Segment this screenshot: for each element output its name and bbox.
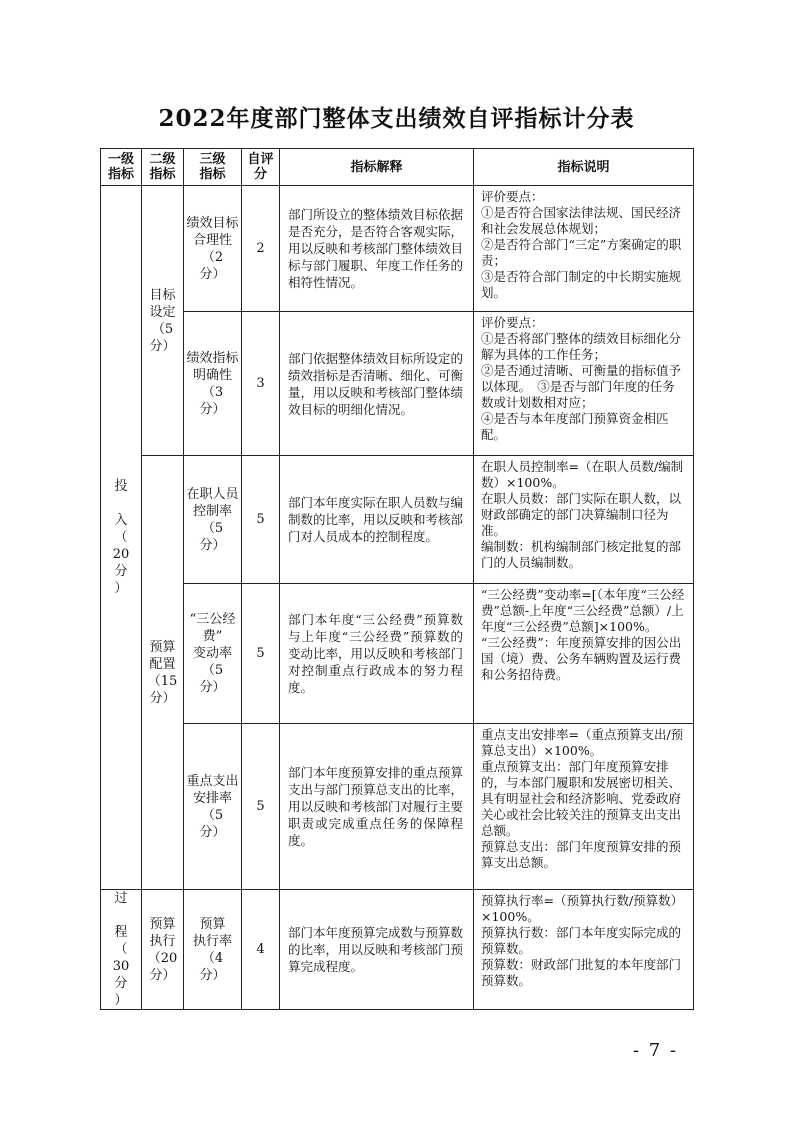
indicator-explanation: 部门本年度“三公经费”预算数与上年度“三公经费”预算数的变动比率，用以反映和考核部门对控制重点行政成本的努力程度。 xyxy=(280,584,474,724)
table-row xyxy=(101,312,694,456)
indicator-explanation: 部门本年度预算安排的重点预算支出与部门预算总支出的比率，用以反映和考核部门对履行主要职责或完成重点任务的保障程度。 xyxy=(280,724,474,890)
table-row xyxy=(101,724,694,890)
level3-indicator: 预算 执行率（4 分） xyxy=(184,890,242,1010)
indicator-description: “三公经费”变动率=[（本年度“三公经费”总额-上年度“三公经费”总额）/上年度“三公经费”总额]×100%。 “三公经费”：年度预算安排的因公出国（境）费、公务车辆购置及运行费和公务招待费。 xyxy=(474,584,694,724)
header-desc: 指标说明 xyxy=(474,149,694,186)
table-row xyxy=(101,890,694,1010)
indicator-description: 评价要点： ①是否符合国家法律法规、国民经济和社会发展总体规划； ②是否符合部门“三定”方案确定的职责； ③是否符合部门制定的中长期实施规划。 xyxy=(474,186,694,312)
level3-indicator: 绩效指标 明确性（3 分） xyxy=(184,312,242,456)
level3-indicator: 绩效目标 合理性（2 分） xyxy=(184,186,242,312)
indicator-score-table xyxy=(100,148,694,1010)
level2-budget-allocation: 预算 配置 （15 分） xyxy=(142,456,184,890)
table-row xyxy=(101,186,694,312)
level2-target-setting: 目标 设定（5 分） xyxy=(142,186,184,456)
self-score: 2 xyxy=(242,186,280,312)
level2-budget-execution: 预算 执行 （20 分） xyxy=(142,890,184,1010)
header-explain: 指标解释 xyxy=(280,149,474,186)
self-score: 5 xyxy=(242,724,280,890)
level3-indicator: 在职人员 控制率（5 分） xyxy=(184,456,242,584)
header-level1: 一级 指标 xyxy=(101,149,142,186)
self-score: 3 xyxy=(242,312,280,456)
self-score: 4 xyxy=(242,890,280,1010)
table-row xyxy=(101,456,694,584)
indicator-description: 重点支出安排率=（重点预算支出/预算总支出）×100%。 重点预算支出：部门年度预算安排的，与本部门履职和发展密切相关、具有明显社会和经济影响、党委政府关心或社会比较关注的预算支出支出总额。 预算总支出：部门年度预算安排的预算支出总额。 xyxy=(474,724,694,890)
indicator-explanation: 部门所设立的整体绩效目标依据是否充分，是否符合客观实际，用以反映和考核部门整体绩效目标与部门履职、年度工作任务的相符性情况。 xyxy=(280,186,474,312)
indicator-explanation: 部门本年度预算完成数与预算数的比率，用以反映和考核部门预算完成程度。 xyxy=(280,890,474,1010)
self-score: 5 xyxy=(242,584,280,724)
level3-indicator: “三公经 费” 变动率（5 分） xyxy=(184,584,242,724)
header-score: 自评 分 xyxy=(242,149,280,186)
indicator-description: 预算执行率=（预算执行数/预算数）×100%。 预算执行数：部门本年度实际完成的预算数。 预算数：财政部门批复的本年度部门预算数。 xyxy=(474,890,694,1010)
self-score: 5 xyxy=(242,456,280,584)
indicator-description: 评价要点： ①是否将部门整体的绩效目标细化分解为具体的工作任务； ②是否通过清晰、可衡量的指标值予以体现。 ③是否与部门年度的任务数或计划数相对应； ④是否与本年度部门预算资金相匹配。 xyxy=(474,312,694,456)
indicator-explanation: 部门本年度实际在职人员数与编制数的比率，用以反映和考核部门对人员成本的控制程度。 xyxy=(280,456,474,584)
indicator-explanation: 部门依据整体绩效目标所设定的绩效指标是否清晰、细化、可衡量，用以反映和考核部门整体绩效目标的明细化情况。 xyxy=(280,312,474,456)
level1-process: 过 程 （ 30 分 ） xyxy=(101,890,142,1010)
header-level2: 二级 指标 xyxy=(142,149,184,186)
level3-indicator: 重点支出 安排率（5 分） xyxy=(184,724,242,890)
table-row xyxy=(101,584,694,724)
table-header-row xyxy=(101,149,694,186)
header-level3: 三级 指标 xyxy=(184,149,242,186)
level1-input: 投 入 （ 20 分 ） xyxy=(101,186,142,890)
page-number: - 7 - xyxy=(632,1040,678,1061)
indicator-description: 在职人员控制率=（在职人员数/编制数）×100%。 在职人员数：部门实际在职人数，以财政部确定的部门决算编制口径为准。 编制数：机构编制部门核定批复的部门的人员编制数。 xyxy=(474,456,694,584)
page-title: 2022年度部门整体支出绩效自评指标计分表 xyxy=(158,105,635,132)
